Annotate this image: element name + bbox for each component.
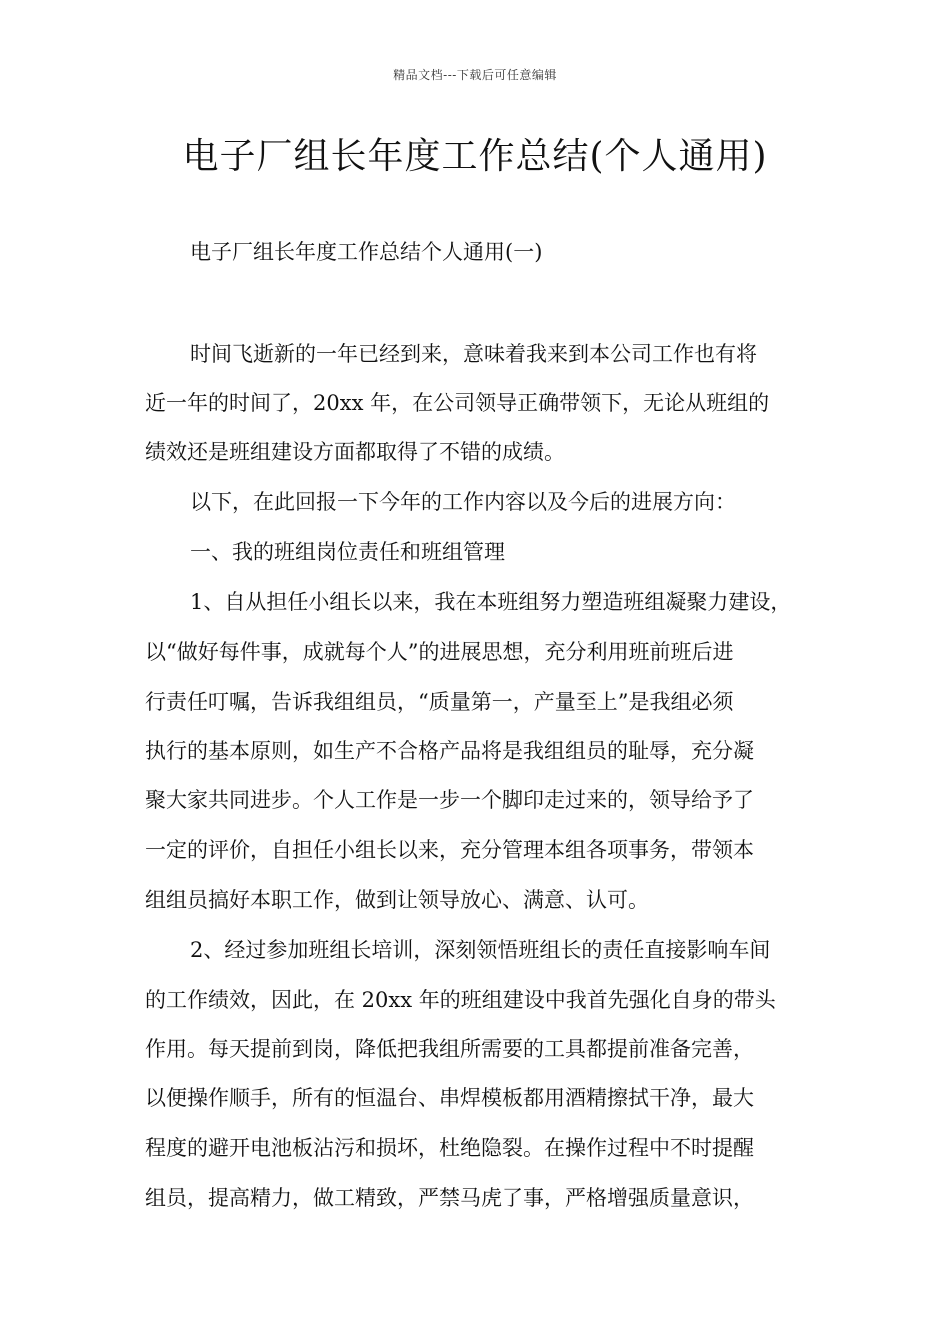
body-line: 绩效还是班组建设方面都取得了不错的成绩。 <box>145 440 565 464</box>
header-note: 精品文档---下载后可任意编辑 <box>393 68 557 82</box>
body-line: 聚大家共同进步。个人工作是一步一个脚印走过来的，领导给予了 <box>145 788 754 812</box>
body-line: 程度的避开电池板沾污和损坏，杜绝隐裂。在操作过程中不时提醒 <box>145 1136 754 1160</box>
body-line: 执行的基本原则，如生产不合格产品将是我组组员的耻辱，充分凝 <box>145 739 754 763</box>
body-line: 1、自从担任小组长以来，我在本班组努力塑造班组凝聚力建设， <box>190 590 792 614</box>
body-line: 行责任叮嘱，告诉我组组员，“质量第一，产量至上”是我组必须 <box>145 690 734 714</box>
body-line: 以便操作顺手，所有的恒温台、串焊模板都用酒精擦拭干净，最大 <box>145 1086 754 1110</box>
body-line: 的工作绩效，因此，在 20xx 年的班组建设中我首先强化自身的带头 <box>145 988 776 1012</box>
body-line: 时间飞逝新的一年已经到来，意味着我来到本公司工作也有将 <box>190 342 757 366</box>
body-line: 组员，提高精力，做工精致，严禁马虎了事，严格增强质量意识， <box>145 1186 754 1210</box>
body-line: 组组员搞好本职工作，做到让领导放心、满意、认可。 <box>145 888 649 912</box>
body-line: 一定的评价，自担任小组长以来，充分管理本组各项事务，带领本 <box>145 838 754 862</box>
body-line: 以“做好每件事，成就每个人”的进展思想，充分利用班前班后进 <box>145 640 734 664</box>
body-line: 作用。每天提前到岗，降低把我组所需要的工具都提前准备完善， <box>145 1037 754 1061</box>
body-line: 以下，在此回报一下今年的工作内容以及今后的进展方向： <box>190 490 736 514</box>
document-title: 电子厂组长年度工作总结(个人通用) <box>182 136 768 177</box>
section-heading: 一、我的班组岗位责任和班组管理 <box>190 540 505 564</box>
document-subtitle: 电子厂组长年度工作总结个人通用(一) <box>190 240 543 264</box>
body-line: 近一年的时间了，20xx 年，在公司领导正确带领下，无论从班组的 <box>145 391 770 415</box>
body-line: 2、经过参加班组长培训，深刻领悟班组长的责任直接影响车间 <box>190 938 771 962</box>
